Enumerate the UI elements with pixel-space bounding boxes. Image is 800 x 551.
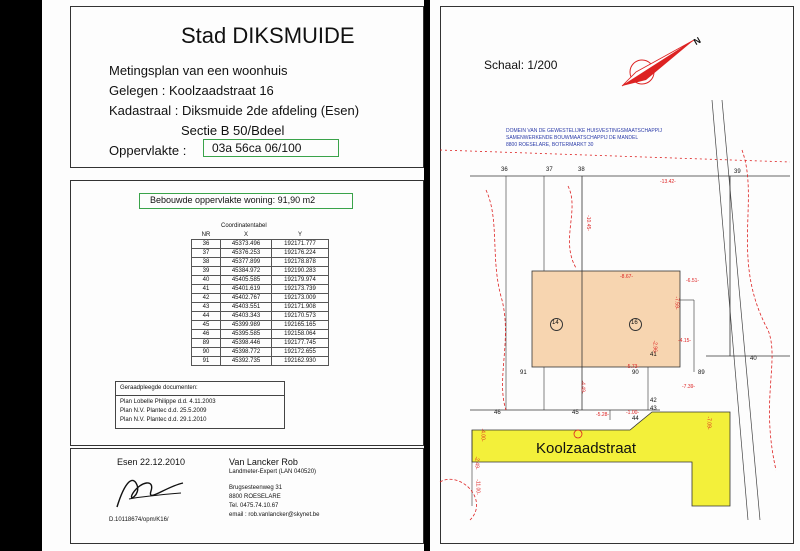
details-block [70,180,424,446]
area-value-box [203,139,339,157]
address-line-3: Tel. 0475.74.10.67 [229,503,279,509]
coordinate-rows [192,240,329,366]
cell-x: 45398.446 [221,339,272,348]
point-41: 41 [650,352,657,358]
dim-8-67: -8.67- [620,274,634,280]
cell-y: 192171.908 [272,303,329,312]
heading: Metingsplan van een woonhuis [109,63,288,78]
built-area: Bebouwde oppervlakte woning: 91,90 m2 [150,195,316,205]
place-date: Esen 22.12.2010 [117,457,186,467]
table-title: Coordinatentabel [221,223,267,229]
cell-x: 45399.989 [221,321,272,330]
table-row [192,339,329,348]
cadastre: Kadastraal : Diksmuide 2de afdeling (Esen) [109,103,360,118]
dim-5-73: -5.73- [626,364,640,370]
cell-x: 45401.619 [221,285,272,294]
cell-nr: 42 [192,294,221,303]
point-44: 44 [632,416,639,422]
signature-block [70,448,424,544]
address-line-4: email : rob.vanlancker@skynet.be [229,512,320,518]
cell-nr: 44 [192,312,221,321]
scale-label: Schaal: 1/200 [484,58,558,72]
cell-x: 45398.772 [221,348,272,357]
surveyor-title: Landmeter-Expert (LAN 040520) [229,469,317,475]
top-owner-line-1: DOMEIN VAN DE GEWESTELIJKE HUISVESTINGSMAATSCHAPPIJ [506,128,662,134]
cell-nr: 39 [192,267,221,276]
table-row [192,276,329,285]
cell-nr: 38 [192,258,221,267]
table-row [192,321,329,330]
documents-title: Geraadpleegde documenten: [120,385,198,391]
cell-x: 45377.899 [221,258,272,267]
cell-y: 192173.739 [272,285,329,294]
location: Gelegen : Koolzaadstraat 16 [109,83,274,98]
table-row [192,267,329,276]
section: Sectie B 50/Bdeel [181,123,285,138]
header-nr: NR [201,232,211,238]
dim-7-09: -7.09- [705,416,712,430]
built-area-box [139,193,353,209]
document-2: Plan N.V. Plantec d.d. 25.5.2009 [120,408,207,414]
point-91: 91 [520,370,527,376]
dim-4-00: -4.00- [479,428,486,442]
signature-graphic [111,469,191,513]
point-39: 39 [734,169,741,175]
cell-y: 192172.655 [272,348,329,357]
cell-nr: 43 [192,303,221,312]
north-label: N [691,35,703,47]
dim-5-28: -5.28- [596,412,610,418]
table-row [192,303,329,312]
cell-y: 192176.224 [272,249,329,258]
cell-y: 192162.930 [272,357,329,366]
documents-divider [116,395,284,396]
cell-nr: 41 [192,285,221,294]
cell-nr: 40 [192,276,221,285]
point-45: 45 [572,410,579,416]
cell-nr: 46 [192,330,221,339]
cell-x: 45376.253 [221,249,272,258]
cell-x: 45373.496 [221,240,272,249]
cell-nr: 91 [192,357,221,366]
cell-x: 45392.735 [221,357,272,366]
dim-7-39: -7.39- [682,384,696,390]
header-x: X [243,232,248,238]
dim-6-51: -6.51- [686,278,700,284]
cell-x: 45405.585 [221,276,272,285]
cell-x: 45395.585 [221,330,272,339]
address-line-2: 8800 ROESELARE [229,494,281,500]
dim-13-42: -13.42- [660,179,676,185]
point-40: 40 [750,356,757,362]
area-value: 03a 56ca 06/100 [212,141,302,155]
page-title: Stad DIKSMUIDE [181,23,355,48]
header-y: Y [297,232,302,238]
table-row [192,330,329,339]
cell-y: 192171.777 [272,240,329,249]
cell-y: 192179.974 [272,276,329,285]
cell-y: 192178.878 [272,258,329,267]
cell-y: 192165.165 [272,321,329,330]
right-sheet [430,0,800,551]
cell-nr: 37 [192,249,221,258]
point-46: 46 [494,410,501,416]
parcel-14-marker [550,318,563,331]
top-owner-line-3: 8800 ROESELARE, BOTERMARKT 30 [506,142,594,148]
coordinate-table [191,231,329,366]
cell-y: 192177.745 [272,339,329,348]
point-89: 89 [698,370,705,376]
dim-11-00: -11.00- [474,479,481,495]
point-43: 43 [650,406,657,412]
table-row [192,285,329,294]
cell-y: 192158.064 [272,330,329,339]
point-37: 37 [546,167,553,173]
table-header-row [192,231,329,240]
cell-y: 192170.573 [272,312,329,321]
dim-4-49: -4.49- [579,380,586,394]
cell-nr: 45 [192,321,221,330]
point-38: 38 [578,167,585,173]
plan-drawing [430,0,800,551]
document-1: Plan Lobelle Philippe d.d. 4.11.2003 [120,399,216,405]
area-label: Oppervlakte : [109,143,187,158]
table-row [192,312,329,321]
document-3: Plan N.V. Plantec d.d. 29.1.2010 [120,417,207,423]
cell-y: 192173.009 [272,294,329,303]
cell-x: 45403.551 [221,303,272,312]
dim-2-96: -2.96- [651,340,658,354]
point-90: 90 [632,370,639,376]
table-row [192,348,329,357]
dim-7-59: -7.59- [673,296,680,310]
reference-number: D.10118674/opm/K16/ [109,517,169,523]
table-row [192,357,329,366]
point-36: 36 [501,167,508,173]
parcel-16-label: 16 [631,320,638,326]
dim-1-00: -1.00- [626,410,640,416]
surveyor-name: Van Lancker Rob [229,457,298,467]
table-row [192,294,329,303]
cell-x: 45403.343 [221,312,272,321]
dim-2-49: -2.49- [473,456,480,470]
parcel-14-label: 14 [552,320,559,326]
table-row [192,249,329,258]
parcel-16-marker [629,318,642,331]
table-row [192,240,329,249]
cell-y: 192190.283 [272,267,329,276]
cell-x: 45384.972 [221,267,272,276]
street-name: Koolzaadstraat [536,440,637,457]
table-row [192,258,329,267]
cell-nr: 90 [192,348,221,357]
point-42: 42 [650,398,657,404]
documents-box [115,381,285,429]
dim-4-15: -4.15- [678,338,692,344]
title-block [70,6,424,168]
dim-10-45: -10.45- [584,215,591,231]
left-sheet [42,0,424,551]
address-line-1: Brugsesteenweg 31 [229,485,283,491]
cell-x: 45402.767 [221,294,272,303]
top-owner-line-2: SAMENWERKENDE BOUWMAATSCHAPPIJ DE MANDEL [506,135,639,141]
cell-nr: 36 [192,240,221,249]
cell-nr: 89 [192,339,221,348]
